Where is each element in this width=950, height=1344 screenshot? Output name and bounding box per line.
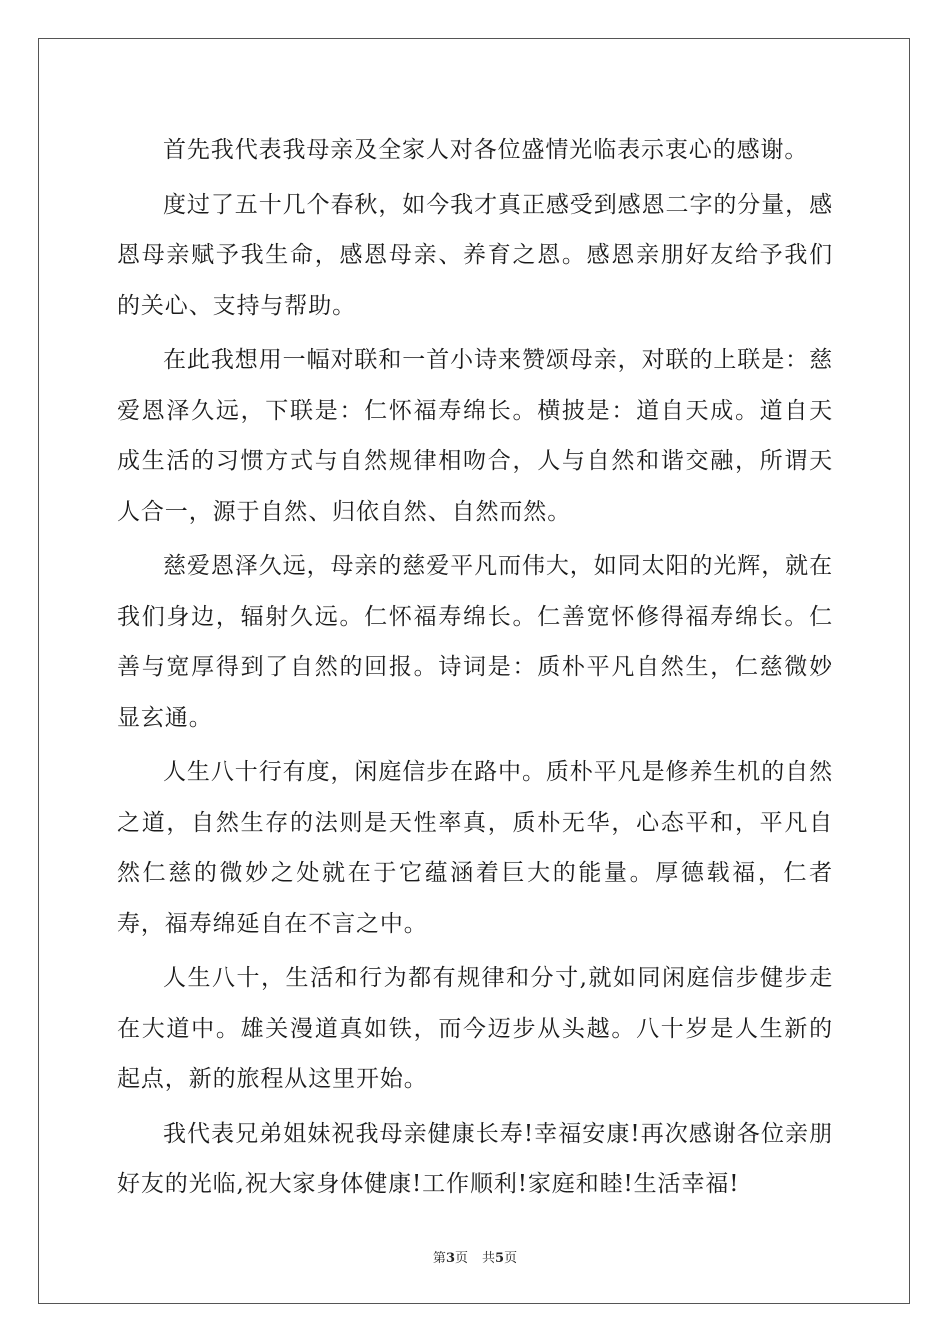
paragraph: 在此我想用一幅对联和一首小诗来赞颂母亲，对联的上联是：慈爱恩泽久远，下联是：仁怀福寿绵长。横披是：道自天成。道自天成生活的习惯方式与自然规律相吻合，人与自然和谐交融，所谓天人合一，源于自然、归依自然、自然而然。 — [117, 347, 833, 525]
total-pages: 5 — [495, 1251, 505, 1266]
paragraph: 首先我代表我母亲及全家人对各位盛情光临表示衷心的感谢。 — [163, 137, 809, 163]
paragraph: 人生八十行有度，闲庭信步在路中。质朴平凡是修养生机的自然之道，自然生存的法则是天性率真，质朴无华，心态平和，平凡自然仁慈的微妙之处就在于它蕴涵着巨大的能量。厚德载福，仁者寿，福寿绵延自在不言之中。 — [117, 759, 833, 937]
paragraph: 人生八十，生活和行为都有规律和分寸,就如同闲庭信步健步走在大道中。雄关漫道真如铁，而今迈步从头越。八十岁是人生新的起点，新的旅程从这里开始。 — [117, 965, 833, 1092]
paragraph: 我代表兄弟姐妹祝我母亲健康长寿!幸福安康!再次感谢各位亲朋好友的光临,祝大家身体健康!工作顺利!家庭和睦!生活幸福! — [117, 1120, 833, 1197]
paragraph: 度过了五十几个春秋，如今我才真正感受到感恩二字的分量，感恩母亲赋予我生命，感恩母亲、养育之恩。感恩亲朋好友给予我们的关心、支持与帮助。 — [117, 191, 833, 319]
page-footer — [0, 1247, 950, 1266]
paragraph: 慈爱恩泽久远，母亲的慈爱平凡而伟大，如同太阳的光辉，就在我们身边，辐射久远。仁怀福寿绵长。仁善宽怀修得福寿绵长。仁善与宽厚得到了自然的回报。诗词是：质朴平凡自然生，仁慈微妙显玄通。 — [117, 553, 833, 731]
page-prefix: 第 — [432, 1251, 446, 1266]
total-prefix: 共 — [482, 1251, 496, 1266]
document-body — [117, 125, 833, 1210]
page-number: 3 — [445, 1251, 455, 1266]
total-suffix: 页 — [504, 1251, 518, 1266]
page-suffix: 页 — [454, 1251, 468, 1266]
